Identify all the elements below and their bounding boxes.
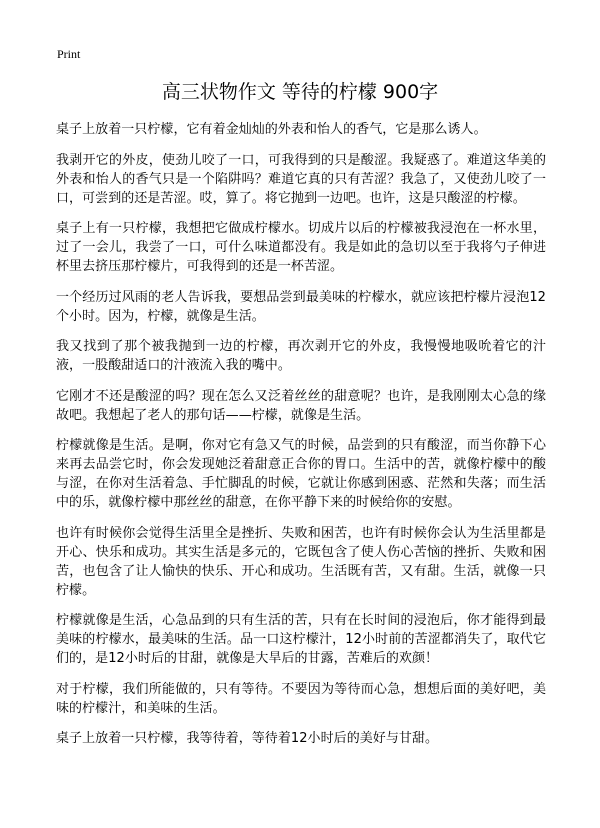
paragraph: 我剥开它的外皮，使劲儿咬了一口，可我得到的只是酸涩。我疑惑了。难道这华美的外表和怡人的香气只是一个陷阱吗？难道它真的只有苦涩？我急了，又使劲儿咬了一口，可尝到的还是苦涩。哎，算了。将它抛到一边吧。也许，这是只酸涩的柠檬。 xyxy=(56,152,546,206)
paragraph: 也许有时候你会觉得生活里全是挫折、失败和困苦，也许有时候你会认为生活里都是开心、快乐和成功。其实生活是多元的，它既包含了使人伤心苦恼的挫折、失败和困苦，也包含了让人愉快的快乐、开心和成功。生活既有苦，又有甜。生活，就像一只柠檬。 xyxy=(56,525,546,598)
paragraph: 桌子上有一只柠檬，我想把它做成柠檬水。切成片以后的柠檬被我浸泡在一杯水里，过了一会儿，我尝了一口，可什么味道都没有。我是如此的急切以至于我将勺子伸进杯里去挤压那柠檬片，可我得到的还是一杯苦涩。 xyxy=(56,221,546,274)
article-title: 高三状物作文 等待的柠檬 900字 xyxy=(161,81,439,103)
paragraph: 我又找到了那个被我抛到一边的柠檬，再次剥开它的外皮，我慢慢地吸吮着它的汁液，一股酸甜适口的汁液流入我的嘴中。 xyxy=(56,339,546,373)
paragraph: 它刚才不还是酸涩的吗？现在怎么又泛着丝丝的甜意呢？也许，是我刚刚太心急的缘故吧。我想起了老人的那句话——柠檬，就像是生活。 xyxy=(56,388,546,423)
paragraph: 柠檬就像是生活，心急品到的只有生活的苦，只有在长时间的浸泡后，你才能得到最美味的柠檬水，最美味的生活。品一口这柠檬汁，12小时前的苦涩都消失了，取代它们的，是12小时后的甘甜，就像是大旱后的甘露，苦难后的欢颜！ xyxy=(56,613,546,666)
paragraph: 对于柠檬，我们所能做的，只有等待。不要因为等待而心急，想想后面的美好吧，美味的柠檬汁，和美味的生活。 xyxy=(56,681,546,716)
paragraph: 桌子上放着一只柠檬，它有着金灿灿的外表和怡人的香气，它是那么诱人。 xyxy=(56,122,487,137)
paragraph: 一个经历过风雨的老人告诉我，要想品尝到最美味的柠檬水，就应该把柠檬片浸泡12个小时。因为，柠檬，就像是生活。 xyxy=(56,289,546,324)
article-body xyxy=(56,120,546,760)
print-link[interactable]: Print xyxy=(57,47,81,61)
paragraph: 柠檬就像是生活。是啊，你对它有急又气的时候，品尝到的只有酸涩，而当你静下心来再去品尝它时，你会发现她泛着甜意正合你的胃口。生活中的苦，就像柠檬中的酸与涩，在你对生活着急、手忙脚乱的时候，它就让你感到困惑、茫然和失落；而生活中的乐，就像柠檬中那丝丝的甜意，在你平静下来的时候给你的安慰。 xyxy=(56,438,546,510)
paragraph: 桌子上放着一只柠檬，我等待着，等待着12小时后的美好与甘甜。 xyxy=(56,731,439,746)
